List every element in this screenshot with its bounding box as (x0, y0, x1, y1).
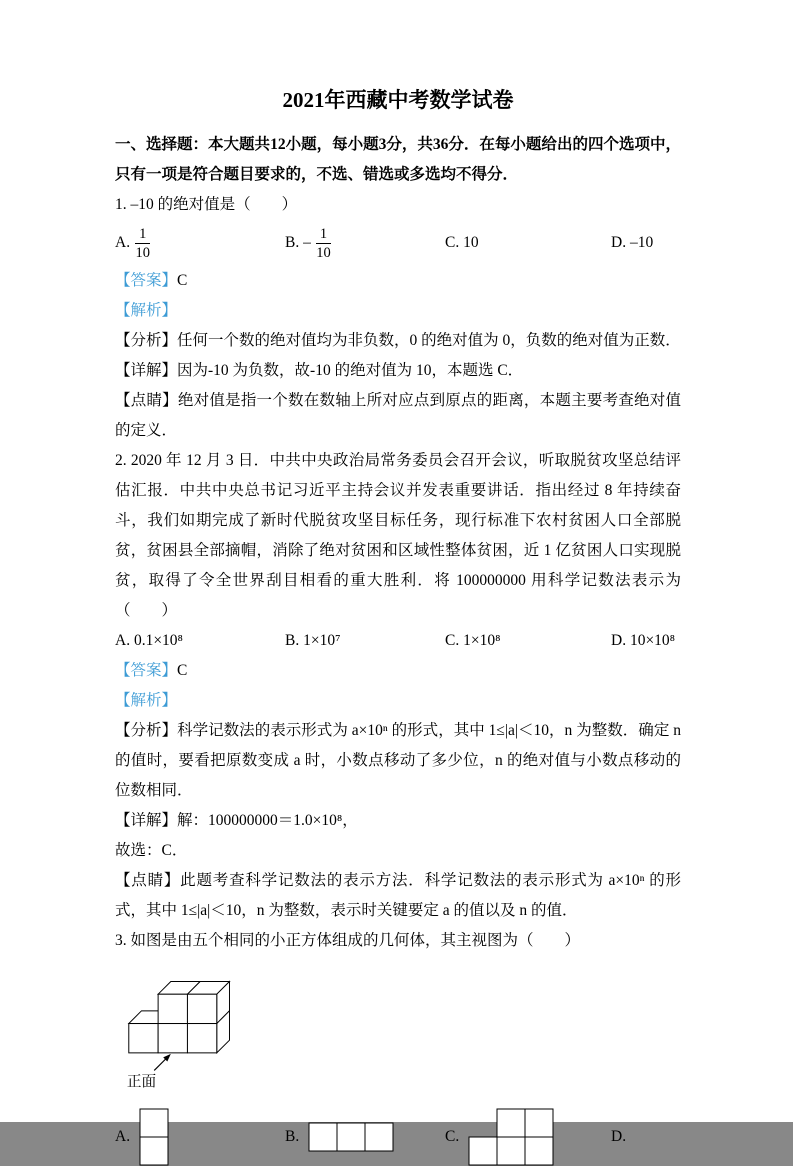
q3-figure (119, 960, 681, 1102)
q2-guxuan: 故选：C． (115, 842, 188, 859)
q3-option-a-label: A. (115, 1128, 131, 1145)
cube-front-face (129, 1024, 158, 1053)
q2-xiangjie: 【详解】解：100000000＝1.0×10⁸， (115, 812, 358, 829)
jiexi-tag: 【解析】 (115, 302, 178, 319)
q1-option-b-label: B. – (285, 234, 311, 251)
q1-xiangjie: 【详解】因为-10 为负数，故-10 的绝对值为 10，本题选 C． (115, 362, 524, 379)
q3-option-c (445, 1108, 611, 1166)
cube-front-face (187, 994, 216, 1023)
answer-tag: 【答案】 (115, 272, 178, 289)
front-face-label: 正面 (126, 1074, 157, 1091)
q3-option-d (611, 1122, 681, 1152)
q1-option-a (115, 226, 285, 261)
q3-options (115, 1108, 681, 1166)
fraction (316, 226, 331, 261)
q2-answer-value: C (177, 662, 188, 679)
cube-front-face (158, 1024, 187, 1053)
q3-option-c-label: C. (445, 1128, 460, 1145)
q1-option-b (285, 226, 445, 261)
section-heading: 一、选择题：本大题共12小题，每小题3分，共36分．在每小题给出的四个选项中，只有一项是符合题目要求的，不选、错选或多选均不得分． (115, 136, 681, 183)
q2-option-d: D. 10×10⁸ (611, 632, 676, 649)
page-title: 2021年西藏中考数学试卷 (282, 88, 514, 112)
fraction (135, 226, 150, 261)
q3-option-d-label: D. (611, 1128, 627, 1145)
q1-fenxi: 【分析】任何一个数的绝对值均为非负数，0 的绝对值为 0，负数的绝对值为正数． (115, 332, 681, 349)
q2-answer-line (115, 656, 681, 686)
fraction-denominator: 10 (316, 244, 331, 261)
q2-jiexi-line (115, 686, 681, 716)
q1-option-c: C. 10 (445, 234, 479, 251)
q1-options (115, 220, 681, 266)
q3-cubes-figure (119, 960, 251, 1091)
fraction-numerator: 1 (316, 226, 331, 244)
q1-answer-value: C (177, 272, 188, 289)
q3-option-b (285, 1122, 445, 1152)
q2-options (115, 626, 681, 656)
q3-option-b-shape (308, 1122, 394, 1152)
q1-option-a-label: A. (115, 234, 131, 251)
answer-tag: 【答案】 (115, 662, 178, 679)
q1-stem: 1. –10 的绝对值是（ ） (115, 196, 298, 213)
front-direction-arrow (154, 1054, 171, 1071)
q2-stem: 2. 2020 年 12 月 3 日．中共中央政治局常务委员会召开会议，听取脱贫攻坚总结评估汇报．中共中央总书记习近平主持会议并发表重要讲话．指出经过 8 年持续奋斗，我们如期完成了新时代脱贫攻坚目标任务，现行标准下农村贫困人口全部脱贫，贫困县全部摘帽，消除了绝对贫困和区域性整体贫困，近 1 亿贫困人口实现脱贫，取得了令全世界刮目相看的重大胜利．将 100000000 用科学记数法表示为（ ） (115, 452, 681, 619)
q1-dianjing: 【点睛】绝对值是指一个数在数轴上所对应点到原点的距离，本题主要考查绝对值的定义． (115, 392, 681, 439)
q1-jiexi-line (115, 296, 681, 326)
cube-front-face (158, 994, 187, 1023)
q2-option-b: B. 1×10⁷ (285, 632, 341, 649)
fraction-denominator: 10 (135, 244, 150, 261)
jiexi-tag: 【解析】 (115, 692, 178, 709)
q1-answer-line (115, 266, 681, 296)
q1-option-d: D. –10 (611, 234, 654, 251)
cube-front-face (187, 1024, 216, 1053)
q3-option-c-shape (468, 1108, 554, 1166)
q2-option-c: C. 1×10⁸ (445, 632, 501, 649)
fraction-numerator: 1 (135, 226, 150, 244)
q3-option-b-label: B. (285, 1128, 300, 1145)
q3-option-a-shape (139, 1108, 169, 1166)
q2-fenxi: 【分析】科学记数法的表示形式为 a×10ⁿ 的形式，其中 1≤|a|＜10，n 为整数．确定 n 的值时，要看把原数变成 a 时，小数点移动了多少位，n 的绝对值与小数点移动的位数相同． (115, 722, 681, 799)
q3-stem: 3. 如图是由五个相同的小正方体组成的几何体，其主视图为（ ） (115, 932, 581, 949)
q2-option-a: A. 0.1×10⁸ (115, 632, 183, 649)
q3-option-a (115, 1108, 285, 1166)
q2-dianjing: 【点睛】此题考查科学记数法的表示方法．科学记数法的表示形式为 a×10ⁿ 的形式，其中 1≤|a|＜10，n 为整数，表示时关键要定 a 的值以及 n 的值． (115, 872, 681, 919)
